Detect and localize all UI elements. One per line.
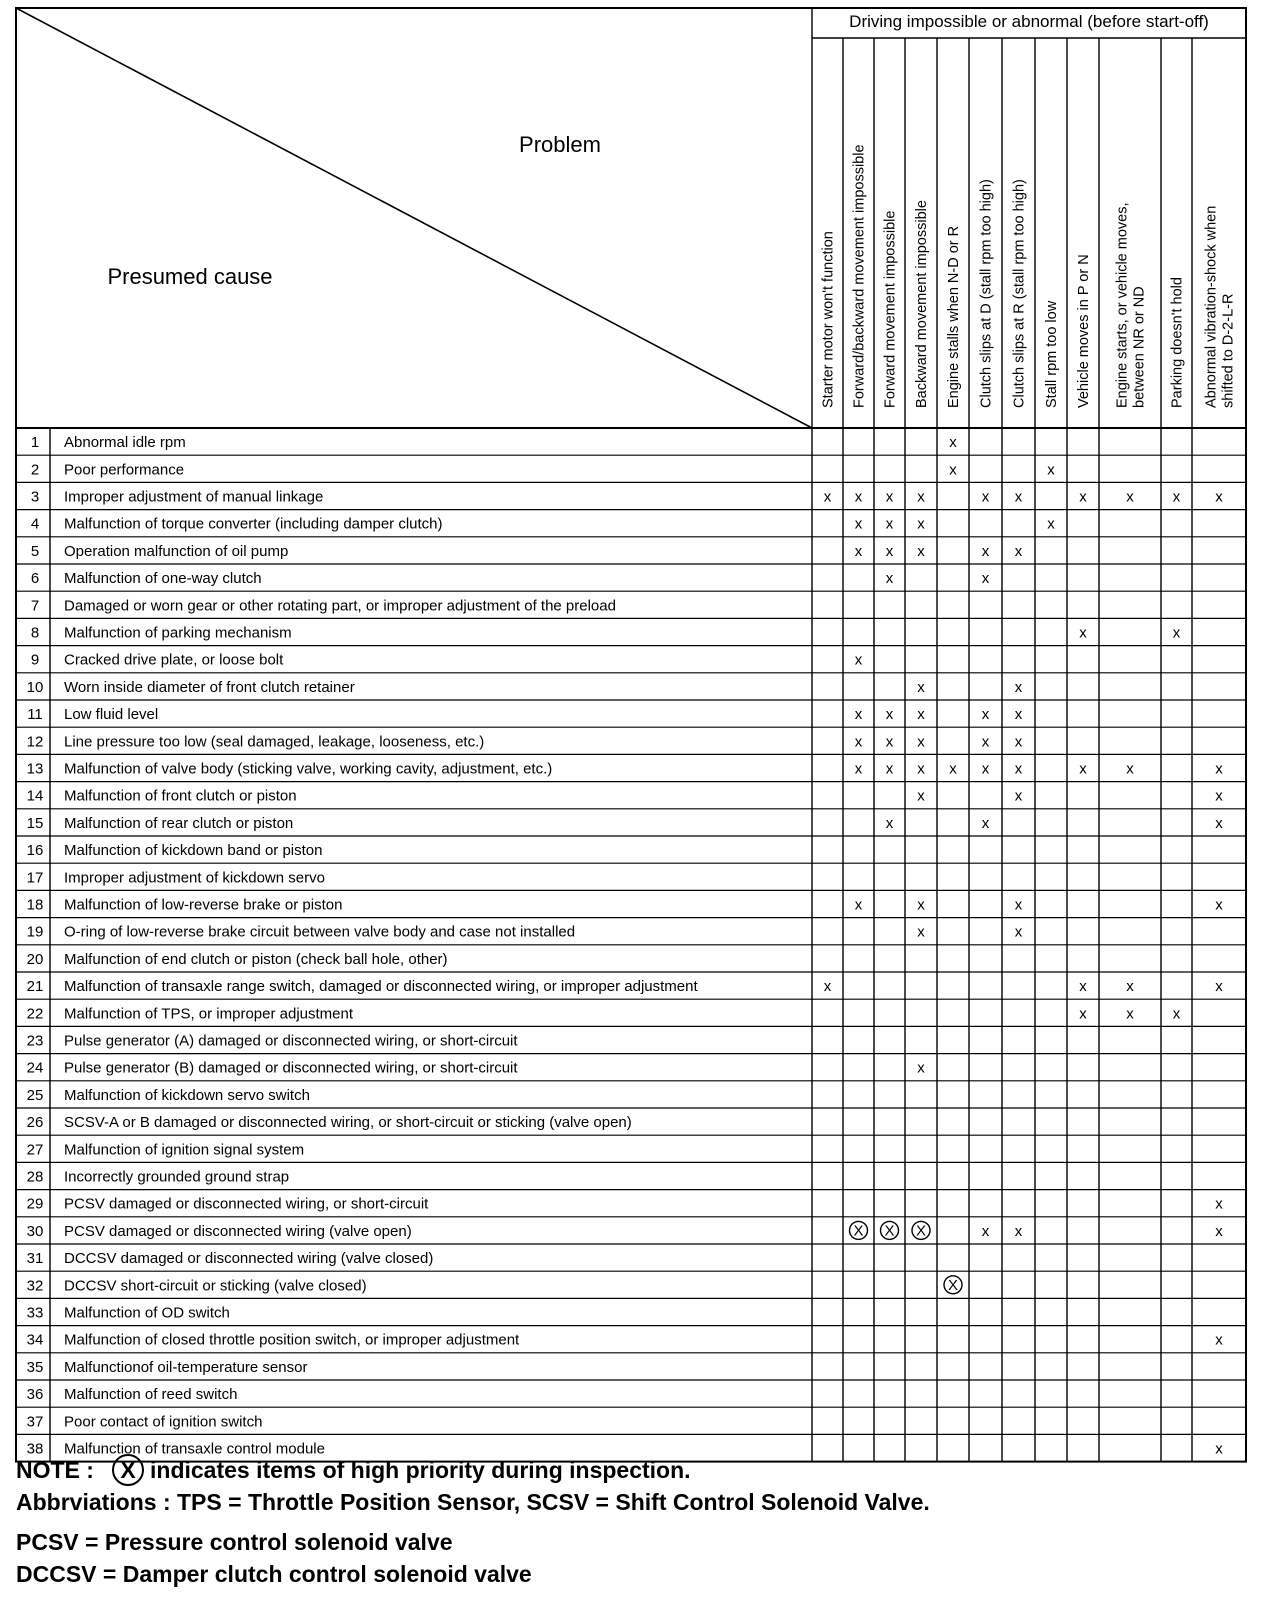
row-cause: Malfunction of closed throttle position switch, or improper adjustment xyxy=(64,1331,520,1349)
row-number: 25 xyxy=(26,1086,44,1104)
check-mark: x xyxy=(1126,1005,1134,1023)
check-mark: x xyxy=(1215,787,1223,805)
check-mark: x xyxy=(949,461,957,479)
row-cause: Malfunction of kickdown servo switch xyxy=(64,1086,310,1104)
column-header-1: Starter motor won't function xyxy=(820,231,837,408)
row-number: 2 xyxy=(30,461,40,479)
row-number: 3 xyxy=(30,488,40,506)
row-number: 27 xyxy=(26,1141,44,1159)
column-header-12: shifted to D-2-L-R xyxy=(1220,293,1237,408)
row-number: 21 xyxy=(26,978,44,996)
check-mark: x xyxy=(885,488,894,506)
check-mark: x xyxy=(1079,624,1087,642)
row-cause: Malfunction of low-reverse brake or piston xyxy=(64,896,343,914)
row-number: 34 xyxy=(26,1331,44,1349)
priority-mark: X xyxy=(915,1222,927,1240)
row-number: 9 xyxy=(30,651,40,669)
row-number: 35 xyxy=(26,1358,44,1376)
priority-mark: X xyxy=(853,1222,864,1240)
check-mark: x xyxy=(917,733,925,751)
check-mark: x xyxy=(854,515,863,533)
check-mark: x xyxy=(917,787,925,805)
note-text: indicates items of high priority during inspection. xyxy=(150,1457,691,1483)
row-cause: Abnormal idle rpm xyxy=(64,434,186,452)
row-number: 10 xyxy=(26,678,44,696)
column-header-6: Clutch slips at D (stall rpm too high) xyxy=(978,179,995,408)
check-mark: x xyxy=(1172,1005,1181,1023)
row-cause: DCCSV damaged or disconnected wiring (valve closed) xyxy=(64,1250,434,1268)
check-mark: x xyxy=(949,434,957,452)
row-cause: DCCSV short-circuit or sticking (valve closed) xyxy=(64,1277,367,1295)
check-mark: x xyxy=(885,542,894,560)
check-mark: x xyxy=(1014,488,1023,506)
row-number: 22 xyxy=(26,1005,44,1023)
check-mark: x xyxy=(854,733,863,751)
note-symbol: X xyxy=(120,1457,136,1483)
check-mark: x xyxy=(885,570,894,588)
check-mark: x xyxy=(1014,896,1023,914)
row-cause: SCSV-A or B damaged or disconnected wiring, or short-circuit or sticking (valve open) xyxy=(64,1114,632,1132)
row-cause: PCSV damaged or disconnected wiring (valve open) xyxy=(64,1222,412,1240)
check-mark: x xyxy=(917,678,925,696)
check-mark: x xyxy=(1014,733,1023,751)
row-cause: Malfunction of ignition signal system xyxy=(64,1141,305,1159)
row-cause: Improper adjustment of kickdown servo xyxy=(64,869,325,887)
row-number: 36 xyxy=(26,1386,44,1404)
row-number: 6 xyxy=(30,570,40,588)
check-mark: x xyxy=(981,1222,990,1240)
row-cause: Pulse generator (A) damaged or disconnected wiring, or short-circuit xyxy=(64,1032,518,1050)
check-mark: x xyxy=(1215,814,1223,832)
row-cause: Malfunction of OD switch xyxy=(64,1304,230,1322)
row-number: 4 xyxy=(30,515,40,533)
row-number: 14 xyxy=(26,787,44,805)
row-number: 23 xyxy=(26,1032,44,1050)
row-number: 19 xyxy=(26,923,44,941)
priority-mark: X xyxy=(884,1222,895,1240)
row-cause: Line pressure too low (seal damaged, leakage, looseness, etc.) xyxy=(64,733,485,751)
check-mark: x xyxy=(917,488,925,506)
check-mark: x xyxy=(1014,678,1023,696)
row-cause: Malfunction of transaxle range switch, damaged or disconnected wiring, or improper adjustment xyxy=(64,978,698,996)
column-header-4: Backward movement impossible xyxy=(914,200,930,408)
column-header-9: Vehicle moves in P or N xyxy=(1076,254,1092,408)
row-cause: Malfunction of one-way clutch xyxy=(64,570,262,588)
check-mark: x xyxy=(854,651,863,669)
row-number: 8 xyxy=(30,624,40,642)
row-number: 13 xyxy=(26,760,44,778)
row-number: 20 xyxy=(26,950,44,968)
check-mark: x xyxy=(885,814,894,832)
check-mark: x xyxy=(1079,1005,1087,1023)
row-number: 28 xyxy=(26,1168,44,1186)
check-mark: x xyxy=(854,542,863,560)
check-mark: x xyxy=(1014,542,1023,560)
row-cause: Malfunction of parking mechanism xyxy=(64,624,292,642)
check-mark: x xyxy=(917,760,925,778)
row-cause: Incorrectly grounded ground strap xyxy=(64,1168,290,1186)
row-number: 37 xyxy=(26,1413,44,1431)
column-header-8: Stall rpm too low xyxy=(1044,300,1060,408)
row-cause: Damaged or worn gear or other rotating part, or improper adjustment of the preload xyxy=(64,597,616,615)
check-mark: x xyxy=(949,760,957,778)
check-mark: x xyxy=(885,733,894,751)
check-mark: x xyxy=(981,733,990,751)
check-mark: x xyxy=(1079,488,1087,506)
check-mark: x xyxy=(981,706,990,724)
check-mark: x xyxy=(1215,760,1223,778)
check-mark: x xyxy=(823,488,832,506)
row-cause: Malfunction of valve body (sticking valve, working cavity, adjustment, etc.) xyxy=(64,760,553,778)
check-mark: x xyxy=(1079,978,1087,996)
check-mark: x xyxy=(1126,978,1134,996)
row-cause: Pulse generator (B) damaged or disconnected wiring, or short-circuit xyxy=(64,1059,518,1077)
row-cause: Malfunction of front clutch or piston xyxy=(64,787,297,805)
row-cause: Poor performance xyxy=(64,461,185,479)
row-cause: Malfunction of rear clutch or piston xyxy=(64,814,294,832)
check-mark: x xyxy=(1014,923,1023,941)
column-header-10: between NR or ND xyxy=(1131,286,1148,408)
column-header-5: Engine stalls when N-D or R xyxy=(946,225,962,408)
check-mark: x xyxy=(981,814,990,832)
row-cause: Operation malfunction of oil pump xyxy=(64,542,289,560)
check-mark: x xyxy=(854,896,863,914)
row-number: 16 xyxy=(26,842,44,860)
row-number: 30 xyxy=(26,1222,44,1240)
check-mark: x xyxy=(1079,760,1087,778)
check-mark: x xyxy=(1215,1195,1223,1213)
group-header-title: Driving impossible or abnormal (before start-off) xyxy=(849,12,1209,31)
column-header-10: Engine starts, or vehicle moves, xyxy=(1114,202,1131,408)
row-number: 31 xyxy=(26,1250,44,1268)
note-prefix: NOTE : xyxy=(16,1457,94,1483)
check-mark: x xyxy=(981,542,990,560)
column-header-7: Clutch slips at R (stall rpm too high) xyxy=(1011,179,1028,408)
row-number: 26 xyxy=(26,1114,44,1132)
check-mark: x xyxy=(1172,624,1181,642)
check-mark: x xyxy=(885,760,894,778)
column-header-3: Forward movement impossible xyxy=(882,210,899,408)
check-mark: x xyxy=(917,706,925,724)
check-mark: x xyxy=(854,488,863,506)
check-mark: x xyxy=(1014,706,1023,724)
row-number: 12 xyxy=(26,733,44,751)
check-mark: x xyxy=(823,978,832,996)
column-header-2: Forward/backward movement impossible xyxy=(851,144,868,408)
check-mark: x xyxy=(1215,896,1223,914)
row-number: 1 xyxy=(30,434,40,452)
problem-label: Problem xyxy=(519,132,601,157)
row-cause: Malfunction of end clutch or piston (check ball hole, other) xyxy=(64,950,448,968)
row-number: 29 xyxy=(26,1195,44,1213)
header-diagonal xyxy=(16,8,812,428)
row-number: 18 xyxy=(26,896,44,914)
row-number: 32 xyxy=(26,1277,44,1295)
check-mark: x xyxy=(1014,787,1023,805)
row-cause: Worn inside diameter of front clutch retainer xyxy=(64,678,355,696)
check-mark: x xyxy=(981,570,990,588)
presumed-cause-label: Presumed cause xyxy=(107,264,273,289)
check-mark: x xyxy=(885,706,894,724)
row-number: 38 xyxy=(26,1440,44,1458)
check-mark: x xyxy=(917,515,925,533)
row-cause: O-ring of low-reverse brake circuit between valve body and case not installed xyxy=(64,923,576,941)
check-mark: x xyxy=(917,923,925,941)
row-cause: Poor contact of ignition switch xyxy=(64,1413,263,1431)
column-header-11: Parking doesn't hold xyxy=(1169,277,1186,408)
check-mark: x xyxy=(1172,488,1181,506)
dccsv-definition: DCCSV = Damper clutch control solenoid valve xyxy=(16,1561,532,1587)
row-cause: PCSV damaged or disconnected wiring, or short-circuit xyxy=(64,1195,429,1213)
abbreviations-line: Abbrviations : TPS = Throttle Position Sensor, SCSV = Shift Control Solenoid Valve. xyxy=(16,1489,930,1515)
check-mark: x xyxy=(1014,760,1023,778)
row-number: 24 xyxy=(26,1059,44,1077)
check-mark: x xyxy=(1215,488,1223,506)
check-mark: x xyxy=(917,1059,925,1077)
row-cause: Malfunction of transaxle control module xyxy=(64,1440,325,1458)
row-cause: Malfunction of kickdown band or piston xyxy=(64,842,323,860)
check-mark: x xyxy=(1014,1222,1023,1240)
check-mark: x xyxy=(1126,760,1134,778)
check-mark: x xyxy=(1215,1222,1223,1240)
row-number: 5 xyxy=(30,542,40,560)
check-mark: x xyxy=(917,896,925,914)
check-mark: x xyxy=(917,542,925,560)
row-cause: Improper adjustment of manual linkage xyxy=(64,488,324,506)
row-cause: Malfunctionof oil-temperature sensor xyxy=(64,1358,308,1376)
column-header-12: Abnormal vibration-shock when xyxy=(1203,205,1220,408)
check-mark: x xyxy=(885,515,894,533)
row-number: 17 xyxy=(26,869,44,887)
row-number: 33 xyxy=(26,1304,44,1322)
check-mark: x xyxy=(981,760,990,778)
row-number: 7 xyxy=(30,597,40,615)
check-mark: x xyxy=(1126,488,1134,506)
check-mark: x xyxy=(1215,1331,1223,1349)
priority-mark: X xyxy=(947,1276,959,1294)
row-number: 11 xyxy=(27,706,43,724)
check-mark: x xyxy=(1047,515,1055,533)
row-number: 15 xyxy=(26,814,44,832)
row-cause: Low fluid level xyxy=(64,706,159,724)
check-mark: x xyxy=(1215,1440,1223,1458)
check-mark: x xyxy=(854,760,863,778)
row-cause: Malfunction of TPS, or improper adjustment xyxy=(64,1005,354,1023)
row-cause: Cracked drive plate, or loose bolt xyxy=(64,651,284,669)
row-cause: Malfunction of torque converter (including damper clutch) xyxy=(64,515,443,533)
check-mark: x xyxy=(1215,978,1223,996)
check-mark: x xyxy=(1047,461,1055,479)
check-mark: x xyxy=(981,488,990,506)
row-cause: Malfunction of reed switch xyxy=(64,1386,238,1404)
pcsv-definition: PCSV = Pressure control solenoid valve xyxy=(16,1529,453,1555)
check-mark: x xyxy=(854,706,863,724)
